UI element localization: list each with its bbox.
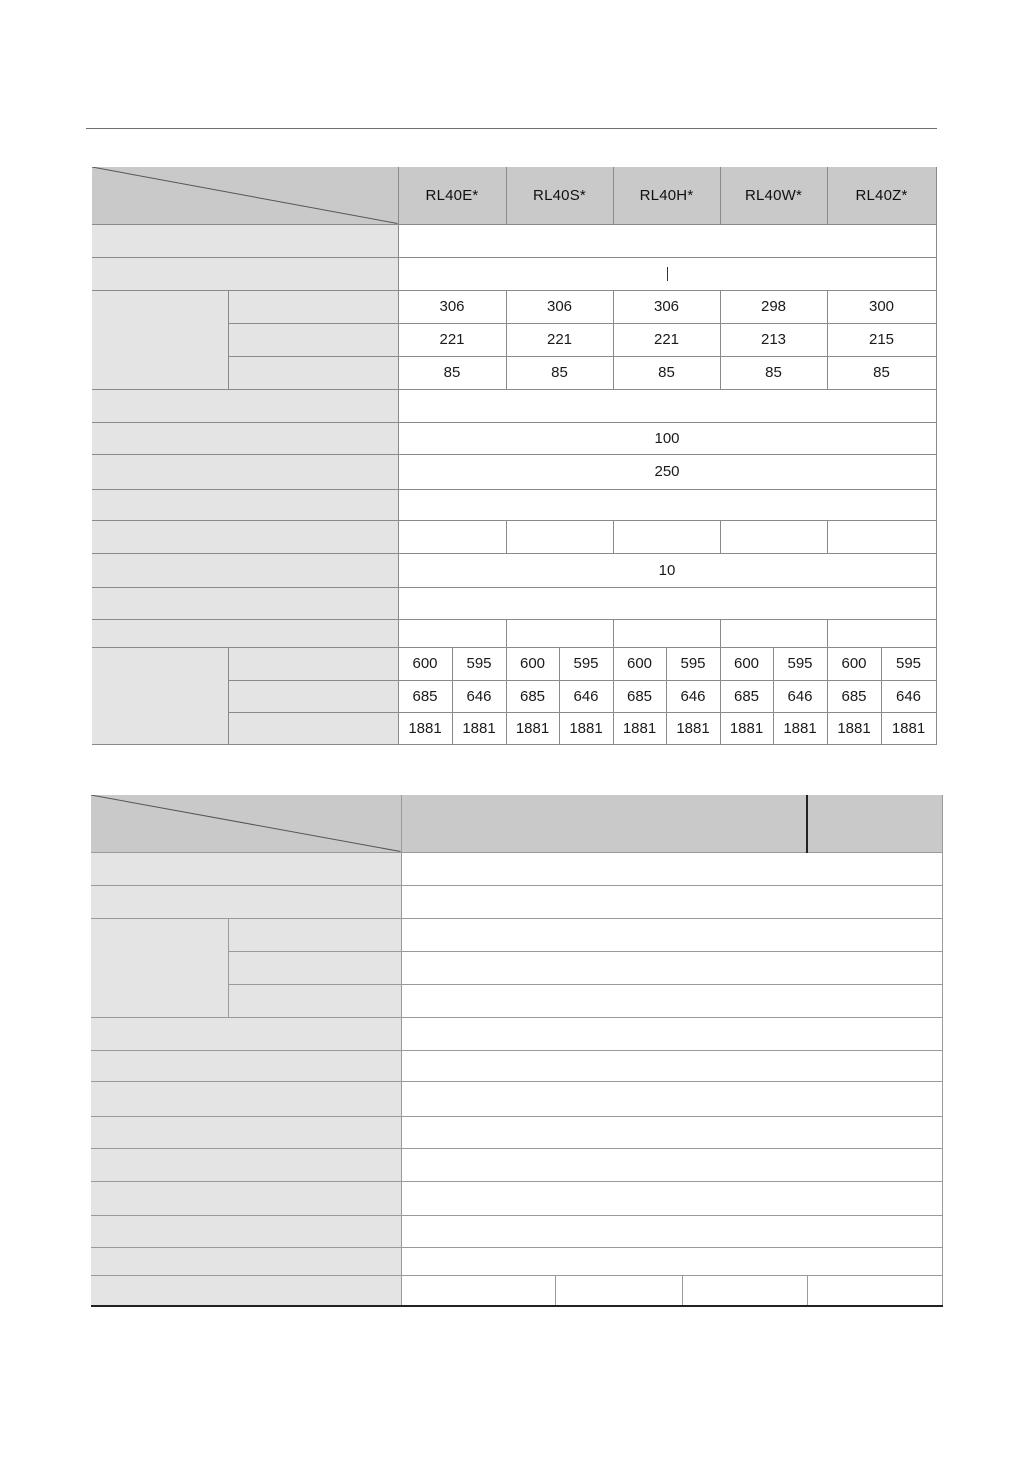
capacity-total-5: 300: [827, 290, 936, 323]
capacity-freezer-3: 85: [613, 356, 720, 389]
dim-depth-9: 685: [827, 680, 881, 712]
row-value: [613, 619, 720, 647]
table-row: [91, 918, 942, 951]
capacity-freezer-1: 85: [398, 356, 506, 389]
row-label: [91, 885, 401, 918]
row-label: [92, 454, 398, 489]
sub-label: [228, 918, 401, 951]
table-row: [91, 885, 942, 918]
table-row: [92, 520, 936, 553]
value-250: 250: [398, 454, 936, 489]
table-row: [91, 1181, 942, 1215]
dim-width-3: 600: [506, 647, 559, 680]
row-label: [92, 489, 398, 520]
dim-depth-2: 646: [452, 680, 506, 712]
class-mark-cell: [398, 257, 936, 290]
capacity-freezer-2: 85: [506, 356, 613, 389]
row-value: [398, 389, 936, 422]
row-value: [398, 520, 506, 553]
capacity-fridge-3: 221: [613, 323, 720, 356]
value-10: 10: [398, 553, 936, 587]
dim-height-4: 1881: [559, 712, 613, 744]
dim-height-7: 1881: [720, 712, 773, 744]
row-value: [398, 587, 936, 619]
dim-width-4: 595: [559, 647, 613, 680]
row-value: [682, 1275, 807, 1306]
table-row: [92, 389, 936, 422]
dim-depth-8: 646: [773, 680, 827, 712]
top-rule: [86, 128, 937, 129]
dim-depth-1: 685: [398, 680, 452, 712]
row-value: [807, 1275, 942, 1306]
sub-label: [228, 356, 398, 389]
row-value: [720, 619, 827, 647]
row-value: [827, 619, 936, 647]
table-row: [91, 1215, 942, 1247]
row-value: [401, 1081, 942, 1116]
row-value: [401, 951, 942, 984]
table-row: [92, 454, 936, 489]
capacity-fridge-4: 213: [720, 323, 827, 356]
row-label: [91, 1081, 401, 1116]
dim-depth-7: 685: [720, 680, 773, 712]
dim-width-8: 595: [773, 647, 827, 680]
capacity-total-1: 306: [398, 290, 506, 323]
model-header-5: RL40Z*: [827, 167, 936, 224]
dim-height-3: 1881: [506, 712, 559, 744]
dim-width-1: 600: [398, 647, 452, 680]
row-label: [92, 224, 398, 257]
row-label: [92, 587, 398, 619]
dim-width-9: 600: [827, 647, 881, 680]
value-100: 100: [398, 422, 936, 454]
model-header-2: RL40S*: [506, 167, 613, 224]
model-header-3: RL40H*: [613, 167, 720, 224]
header-diagonal-cell: [91, 795, 401, 852]
sub-label: [228, 647, 398, 680]
dim-height-5: 1881: [613, 712, 666, 744]
row-label: [91, 1247, 401, 1275]
row-label: [92, 520, 398, 553]
dim-depth-4: 646: [559, 680, 613, 712]
row-value: [398, 224, 936, 257]
capacity-fridge-2: 221: [506, 323, 613, 356]
table-row: [91, 1148, 942, 1181]
table-row: [92, 619, 936, 647]
dim-height-8: 1881: [773, 712, 827, 744]
dim-width-6: 595: [666, 647, 720, 680]
row-label: [92, 422, 398, 454]
table-row: [91, 1275, 942, 1306]
row-value: [401, 885, 942, 918]
row-value: [401, 1017, 942, 1050]
row-value: [401, 1181, 942, 1215]
table-row: [91, 1116, 942, 1148]
row-label: [92, 619, 398, 647]
capacity-total-2: 306: [506, 290, 613, 323]
row-label: [92, 389, 398, 422]
sub-label: [228, 984, 401, 1017]
dim-width-7: 600: [720, 647, 773, 680]
header-diagonal-cell: [92, 167, 398, 224]
dim-height-10: 1881: [881, 712, 936, 744]
spec-table-1: [92, 167, 937, 745]
spec-table-2: [91, 795, 943, 1307]
table-row: [92, 647, 936, 680]
group-label: [91, 918, 228, 1017]
row-value: [401, 1215, 942, 1247]
row-value: [401, 1247, 942, 1275]
row-value: [827, 520, 936, 553]
sub-label: [228, 290, 398, 323]
row-label: [92, 257, 398, 290]
table-row: [92, 553, 936, 587]
table-row: [92, 422, 936, 454]
class-mark: [667, 267, 668, 281]
row-value: [401, 1116, 942, 1148]
table-row: [92, 489, 936, 520]
dim-width-5: 600: [613, 647, 666, 680]
row-value: [506, 619, 613, 647]
group-label-dimensions: [92, 647, 228, 744]
capacity-freezer-5: 85: [827, 356, 936, 389]
dim-width-2: 595: [452, 647, 506, 680]
model-header-a: [401, 795, 807, 852]
capacity-fridge-5: 215: [827, 323, 936, 356]
row-value: [555, 1275, 682, 1306]
row-value: [720, 520, 827, 553]
sub-label: [228, 951, 401, 984]
row-value: [401, 918, 942, 951]
row-value: [401, 984, 942, 1017]
dim-height-9: 1881: [827, 712, 881, 744]
capacity-total-4: 298: [720, 290, 827, 323]
dim-height-6: 1881: [666, 712, 720, 744]
table-row: [92, 257, 936, 290]
row-value: [506, 520, 613, 553]
dim-depth-5: 685: [613, 680, 666, 712]
row-label: [91, 1017, 401, 1050]
dim-width-10: 595: [881, 647, 936, 680]
capacity-freezer-4: 85: [720, 356, 827, 389]
group-label-capacity: [92, 290, 228, 389]
dim-depth-6: 646: [666, 680, 720, 712]
table-row: [92, 587, 936, 619]
model-header-b: [807, 795, 942, 852]
sub-label: [228, 323, 398, 356]
row-value: [398, 619, 506, 647]
table-row: [91, 852, 942, 885]
table-row: [91, 1017, 942, 1050]
row-label: [91, 1275, 401, 1306]
row-label: [92, 553, 398, 587]
sub-label: [228, 712, 398, 744]
table-row: [91, 1050, 942, 1081]
row-value: [398, 489, 936, 520]
table-row: [92, 290, 936, 323]
model-header-4: RL40W*: [720, 167, 827, 224]
capacity-fridge-1: 221: [398, 323, 506, 356]
row-value: [401, 1275, 555, 1306]
row-value: [613, 520, 720, 553]
model-header-1: RL40E*: [398, 167, 506, 224]
table-row: [91, 1081, 942, 1116]
row-label: [91, 1148, 401, 1181]
capacity-total-3: 306: [613, 290, 720, 323]
row-label: [91, 1050, 401, 1081]
table-row: [92, 224, 936, 257]
row-value: [401, 852, 942, 885]
dim-height-1: 1881: [398, 712, 452, 744]
row-label: [91, 852, 401, 885]
row-value: [401, 1148, 942, 1181]
row-label: [91, 1215, 401, 1247]
dim-depth-10: 646: [881, 680, 936, 712]
row-label: [91, 1116, 401, 1148]
row-label: [91, 1181, 401, 1215]
row-value: [401, 1050, 942, 1081]
table-row: [91, 1247, 942, 1275]
dim-depth-3: 685: [506, 680, 559, 712]
dim-height-2: 1881: [452, 712, 506, 744]
table-2-header-row: [91, 795, 942, 852]
table-1-header-row: [92, 167, 936, 224]
sub-label: [228, 680, 398, 712]
